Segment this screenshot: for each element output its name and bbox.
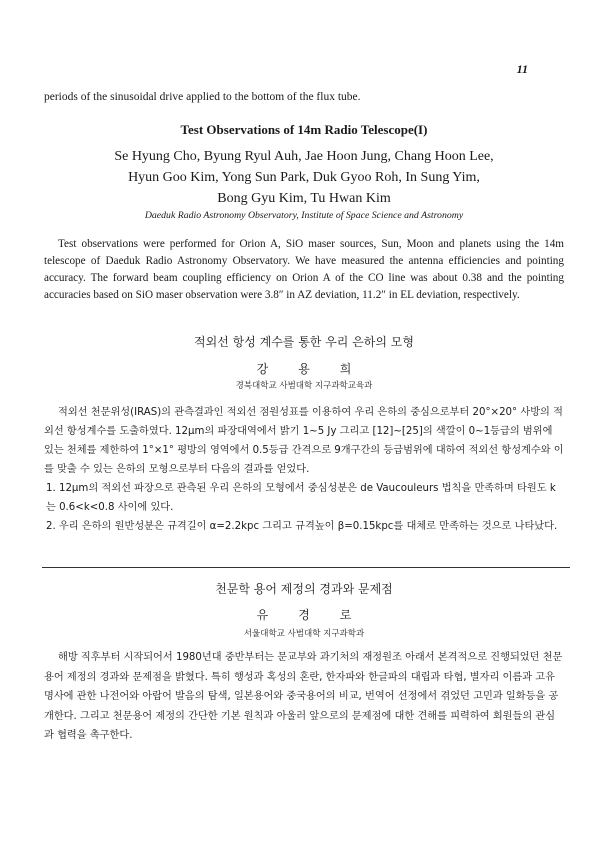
- paper3-author: 유경로: [256, 608, 382, 622]
- paper1-abstract-text: Test observations were performed for Orion A, SiO maser sources, Sun, Moon and planets using the 14m telescope of Daeduk Radio Astronomy Observatory. We have measured the antenna efficiencies and pointing accuracy. The forward beam coupling efficiency on Orion A of the CO line was about 0.38 and the pointing accuracies based on SiO maser observation were 3.8″ in AZ deviation, 11.2″ in EL deviation, respectively.: [44, 238, 564, 301]
- paper1-authors-line: Bong Gyu Kim, Tu Hwan Kim: [217, 191, 391, 206]
- paper3-affiliation: 서울대학교 사범대학 지구과학과: [243, 629, 365, 639]
- carryover-text: periods of the sinusoidal drive applied to the bottom of the flux tube.: [44, 91, 361, 103]
- paper1-authors: [44, 146, 564, 209]
- paper2-title: 적외선 항성 계수를 통한 우리 은하의 모형: [194, 335, 414, 349]
- paper3-title: 천문학 용어 제정의 경과와 문제점: [215, 582, 393, 596]
- page-number: 11: [516, 62, 528, 76]
- paper2-abstract: [44, 403, 564, 536]
- paper1-authors-line: Hyun Goo Kim, Yong Sun Park, Duk Gyoo Roh, In Sung Yim,: [128, 170, 480, 185]
- paper3-paragraph: 해방 직후부터 시작되어서 1980년대 중반부터는 문교부와 과기처의 재정원조 아래서 본격적으로 진행되었던 천문용어 제정의 경과와 문제점을 밝혔다. 특히 행성과 혹성의 혼란, 한자파와 한글파의 대립과 타협, 별자리 이름과 고유명사에 관한 나전어와 아랍어 발음의 탐색, 일본용어와 중국용어의 비교, 번역어 선정에서 겪었던 고민과 일화등을 공개한다. 그리고 천문용어 제정의 간단한 기본 원칙과 아울러 앞으로의 문제점에 대한 견해를 피력하여 회원들의 관심과 협력을 촉구한다.: [44, 652, 563, 741]
- paper2-paragraph: 적외선 천문위성(IRAS)의 관측결과인 적외선 점원성표를 이용하여 우리 은하의 중심으로부터 20°×20° 사방의 적외선 항성계수를 도출하였다. 12μm의 파장대역에서 밝기 1~5 Jy 그리고 [12]~[25]의 색깔이 0~1등급의 범위에 있는 천체를 제한하여 1°×1° 평방의 영역에서 0.5등급 간격으로 9개구간의 등급범위에 대하여 적외선 항성계수와 이를 맞출 수 있는 은하의 모형으로부터 다음의 결과를 얻었다.: [44, 407, 564, 475]
- paper2-item-2: 2. 우리 은하의 원반성분은 규격길이 α=2.2kpc 그리고 규격높이 β=0.15kpc를 대체로 만족하는 것으로 나타났다.: [46, 521, 558, 532]
- paper2-author: 강용희: [256, 362, 382, 376]
- paper1-affiliation: Daeduk Radio Astronomy Observatory, Institute of Space Science and Astronomy: [144, 210, 464, 221]
- paper1-authors-line: Se Hyung Cho, Byung Ryul Auh, Jae Hoon Jung, Chang Hoon Lee,: [114, 149, 494, 164]
- paper1-abstract: [44, 236, 564, 304]
- paper3-abstract: [44, 648, 564, 746]
- paper2-item-1: 1. 12μm의 적외선 파장으로 관측된 우리 은하의 모형에서 중심성분은 de Vaucouleurs 법칙을 만족하며 타원도 k는 0.6<k<0.8 사이에 있다.: [46, 483, 556, 513]
- paper2-affiliation: 경북대학교 사범대학 지구과학교육과: [235, 381, 373, 391]
- section-divider: [42, 567, 570, 568]
- paper1-title: Test Observations of 14m Radio Telescope(I): [180, 122, 428, 137]
